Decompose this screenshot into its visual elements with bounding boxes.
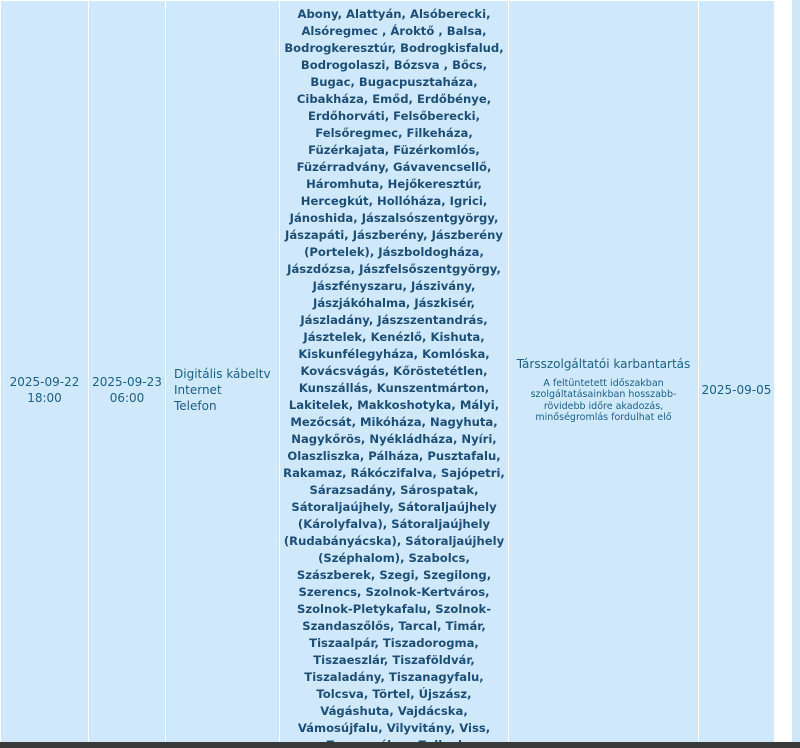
- reason-note: A feltüntetett időszakban szolgáltatásainkban hosszabb-rövidebb időre akadozás, minőségromlás fordulhat elő: [530, 377, 677, 423]
- location-line: Szerencs, Szolnok-Kertváros,: [298, 585, 490, 599]
- location-line: Mezőcsát, Mikóháza, Nagyhuta,: [290, 415, 498, 429]
- location-line: Tiszaladány, Tiszanagyfalu,: [304, 670, 484, 684]
- location-line: Tiszaalpár, Tiszadorogma,: [309, 636, 479, 650]
- affected-services-cell: [166, 1, 280, 748]
- location-line: Bugac, Bugacpusztaháza,: [310, 75, 478, 89]
- location-line: Bodrogkeresztúr, Bodrogkisfalud,: [284, 41, 504, 55]
- start-time: 18:00: [27, 391, 62, 405]
- end-time: 06:00: [109, 391, 145, 405]
- location-line: Sátoraljaújhely, Sátoraljaújhely: [291, 500, 497, 514]
- location-line: Jászdózsa, Jászfelsőszentgyörgy,: [287, 262, 501, 276]
- location-line: Alsóregmec , Ároktő , Balsa,: [301, 24, 487, 38]
- location-line: Jásztelek, Kenézlő, Kishuta,: [303, 330, 485, 344]
- location-list: [282, 6, 506, 748]
- location-line: Olaszliszka, Pálháza, Pusztafalu,: [287, 449, 501, 463]
- announced-date: 2025-09-05: [701, 383, 772, 397]
- horizontal-scrollbar[interactable]: [0, 742, 800, 748]
- service-item: Internet: [174, 383, 222, 397]
- location-line: Lakitelek, Makkoshotyka, Mályi,: [288, 398, 500, 412]
- location-line: (Portelek), Jászboldogháza,: [304, 245, 484, 259]
- location-line: Jászapáti, Jászberény, Jászberény: [285, 228, 503, 242]
- location-line: Jászjákóhalma, Jászkisér,: [313, 296, 475, 310]
- affected-locations-cell: [280, 1, 509, 748]
- location-line: Sárazsadány, Sárospatak,: [309, 483, 479, 497]
- location-line: Vámosújfalu, Vilyvitány, Viss,: [297, 721, 491, 735]
- location-line: Kiskunfélegyháza, Komlóska,: [298, 347, 490, 361]
- location-line: Tiszaeszlár, Tiszaföldvár,: [313, 653, 475, 667]
- location-line: Tolcsva, Törtel, Újszász,: [316, 687, 472, 701]
- start-date: 2025-09-22: [9, 375, 80, 389]
- location-line: Rakamaz, Rákóczifalva, Sajópetri,: [283, 466, 505, 480]
- location-line: Háromhuta, Hejőkeresztúr,: [306, 177, 482, 191]
- location-line: Kovácsvágás, Kőröstetétlen,: [300, 364, 488, 378]
- location-line: Abony, Alattyán, Alsóberecki,: [297, 7, 491, 21]
- location-line: Szandaszőlős, Tarcal, Timár,: [302, 619, 486, 633]
- location-line: Jászladány, Jászszentandrás,: [300, 313, 488, 327]
- end-datetime-cell: [89, 1, 166, 748]
- location-line: Füzérradvány, Gávavencsellő,: [296, 160, 492, 174]
- location-line: Jászfényszaru, Jászivány,: [312, 279, 476, 293]
- location-line: Hercegkút, Hollóháza, Igrici,: [300, 194, 488, 208]
- location-line: Bodrogolaszi, Bózsva , Bőcs,: [300, 58, 488, 72]
- location-line: Erdőhorváti, Felsőberecki,: [307, 109, 481, 123]
- service-item: Telefon: [174, 399, 217, 413]
- location-line: Jánoshida, Jászalsószentgyörgy,: [289, 211, 499, 225]
- announced-date-cell: [699, 1, 775, 748]
- reason-title: Társszolgáltatói karbantartás: [516, 356, 691, 371]
- location-line: (Rudabányácska), Sátoraljaújhely: [283, 534, 505, 548]
- location-line: Cibakháza, Emőd, Erdőbénye,: [296, 92, 492, 106]
- service-item: Digitális kábeltv: [174, 367, 271, 381]
- location-line: Szászberek, Szegi, Szegilong,: [296, 568, 492, 582]
- location-line: Füzérkajata, Füzérkomlós,: [308, 143, 480, 157]
- location-line: (Széphalom), Szabolcs,: [318, 551, 470, 565]
- location-line: Vágáshuta, Vajdácska,: [320, 704, 468, 718]
- location-line: Szolnok-Pletykafalu, Szolnok-: [296, 602, 492, 616]
- location-line: Nagykőrös, Nyékládháza, Nyíri,: [291, 432, 497, 446]
- location-line: Felsőregmec, Filkeháza,: [315, 126, 473, 140]
- location-line: (Károlyfalva), Sátoraljaújhely: [297, 517, 491, 531]
- location-line: Kunszállás, Kunszentmárton,: [298, 381, 490, 395]
- table-row: [1, 1, 775, 748]
- reason-cell: [509, 1, 699, 748]
- adjacent-panel-edge: [792, 0, 800, 748]
- start-datetime-cell: [1, 1, 89, 748]
- end-date: 2025-09-23: [92, 375, 162, 389]
